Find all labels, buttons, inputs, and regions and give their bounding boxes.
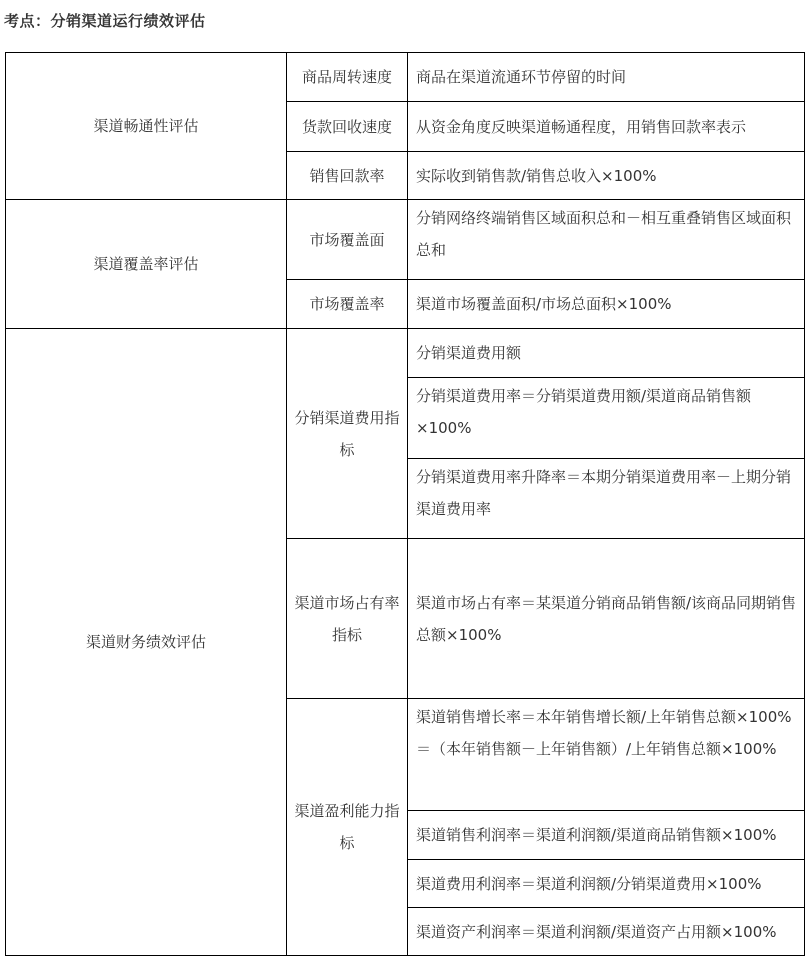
indicator-cell: 货款回收速度 — [287, 102, 408, 152]
description-cell: 渠道销售增长率＝本年销售增长额/上年销售总额×100%＝（本年销售额－上年销售额）/上年销售总额×100% — [408, 699, 805, 811]
indicator-cell: 市场覆盖面 — [287, 200, 408, 280]
description-cell: 渠道费用利润率＝渠道利润额/分销渠道费用×100% — [408, 860, 805, 908]
description-cell: 实际收到销售款/销售总收入×100% — [408, 152, 805, 200]
indicator-cell: 商品周转速度 — [287, 53, 408, 102]
description-cell: 渠道市场覆盖面积/市场总面积×100% — [408, 280, 805, 329]
description-cell: 分销网络终端销售区域面积总和－相互重叠销售区域面积总和 — [408, 200, 805, 280]
description-cell: 分销渠道费用率升降率＝本期分销渠道费用率－上期分销渠道费用率 — [408, 459, 805, 539]
description-cell: 从资金角度反映渠道畅通程度，用销售回款率表示 — [408, 102, 805, 152]
description-cell: 渠道销售利润率＝渠道利润额/渠道商品销售额×100% — [408, 811, 805, 860]
table-row — [6, 329, 805, 378]
category-cell: 渠道财务绩效评估 — [6, 329, 287, 956]
description-cell: 分销渠道费用率＝分销渠道费用额/渠道商品销售额×100% — [408, 378, 805, 459]
indicator-cell: 销售回款率 — [287, 152, 408, 200]
description-cell: 分销渠道费用额 — [408, 329, 805, 378]
page-title: 考点：分销渠道运行绩效评估 — [4, 12, 206, 30]
indicator-cell: 市场覆盖率 — [287, 280, 408, 329]
table-row — [6, 200, 805, 280]
evaluation-table — [5, 52, 805, 956]
description-cell: 渠道市场占有率＝某渠道分销商品销售额/该商品同期销售总额×100% — [408, 539, 805, 699]
description-cell: 商品在渠道流通环节停留的时间 — [408, 53, 805, 102]
description-cell: 渠道资产利润率＝渠道利润额/渠道资产占用额×100% — [408, 908, 805, 956]
indicator-cell: 分销渠道费用指标 — [287, 329, 408, 539]
category-cell: 渠道覆盖率评估 — [6, 200, 287, 329]
category-cell: 渠道畅通性评估 — [6, 53, 287, 200]
indicator-cell: 渠道市场占有率指标 — [287, 539, 408, 699]
indicator-cell: 渠道盈利能力指标 — [287, 699, 408, 956]
table-row — [6, 53, 805, 102]
